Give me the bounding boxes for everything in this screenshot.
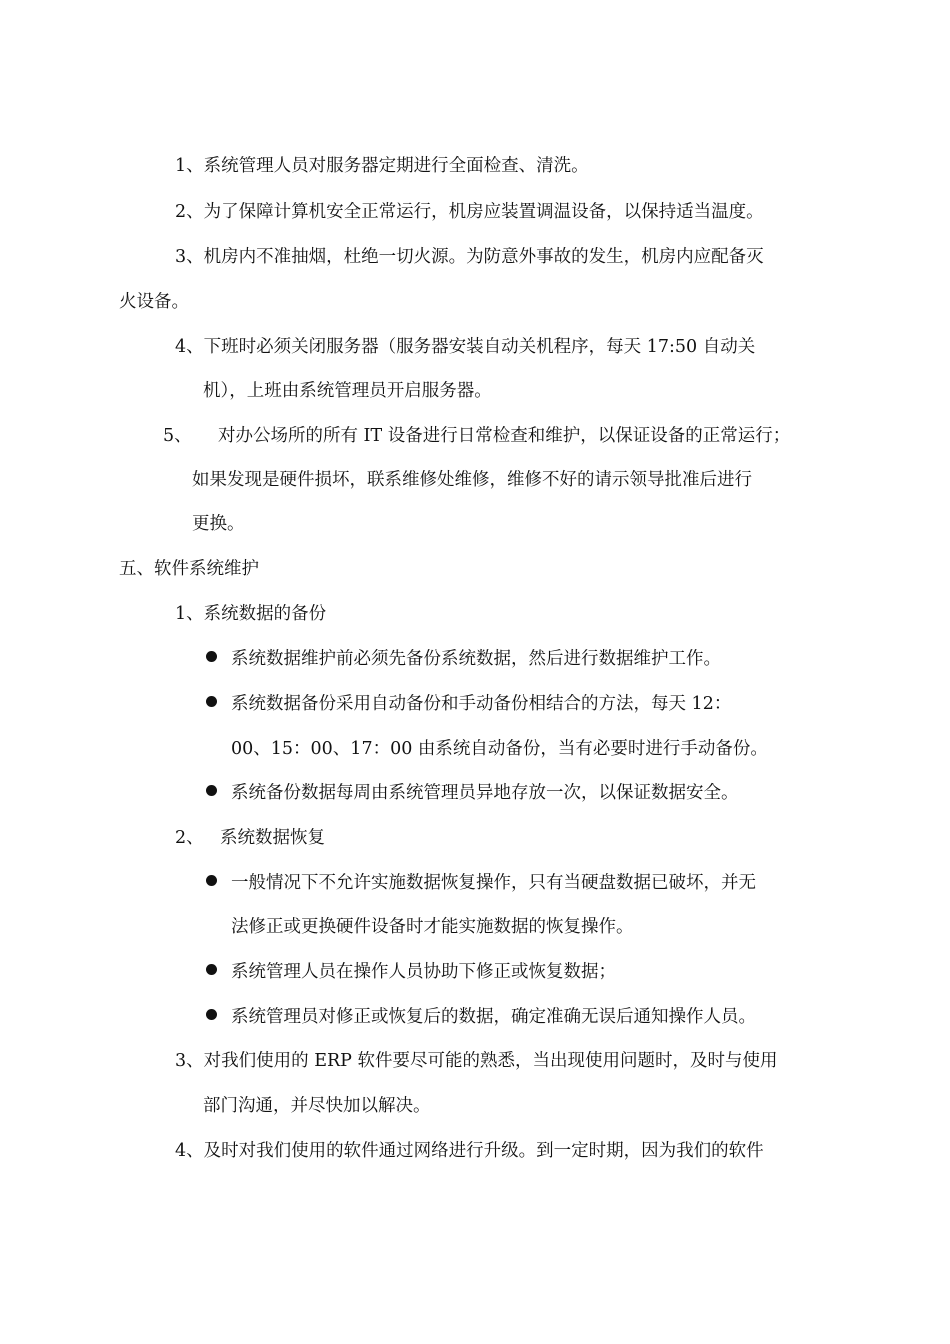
backup-bullet-3: 系统备份数据每周由系统管理员异地存放一次，以保证数据安全。 xyxy=(231,783,739,803)
bullet-icon xyxy=(206,875,217,886)
software-item-3: 3、对我们使用的 ERP 软件要尽可能的熟悉，当出现使用问题时，及时与使用 xyxy=(175,1051,778,1071)
hardware-item-1: 1、系统管理人员对服务器定期进行全面检查、清洗。 xyxy=(175,156,589,176)
bullet-icon xyxy=(206,696,217,707)
hardware-item-5: 对办公场所的所有 IT 设备进行日常检查和维护，以保证设备的正常运行； xyxy=(218,426,791,446)
bullet-icon xyxy=(206,785,217,796)
restore-bullet-1: 一般情况下不允许实施数据恢复操作，只有当硬盘数据已破坏，并无 xyxy=(231,873,756,893)
subsection-restore-title: 系统数据恢复 xyxy=(220,828,325,848)
hardware-item-3: 3、机房内不准抽烟，杜绝一切火源。为防意外事故的发生，机房内应配备灭 xyxy=(175,247,764,267)
restore-bullet-2: 系统管理人员在操作人员协助下修正或恢复数据； xyxy=(231,962,616,982)
restore-bullet-1-cont: 法修正或更换硬件设备时才能实施数据的恢复操作。 xyxy=(231,917,634,937)
subsection-restore-number: 2、 xyxy=(175,828,204,848)
backup-bullet-1: 系统数据维护前必须先备份系统数据，然后进行数据维护工作。 xyxy=(231,649,721,669)
software-item-3-cont: 部门沟通，并尽快加以解决。 xyxy=(203,1096,431,1116)
hardware-item-3-cont: 火设备。 xyxy=(119,292,189,312)
hardware-item-4-cont: 机），上班由系统管理员开启服务器。 xyxy=(203,381,492,401)
hardware-item-5-cont-1: 如果发现是硬件损坏，联系维修处维修，维修不好的请示领导批准后进行 xyxy=(192,470,752,490)
hardware-item-2: 2、为了保障计算机安全正常运行，机房应装置调温设备，以保持适当温度。 xyxy=(175,202,764,222)
subsection-backup-title: 1、系统数据的备份 xyxy=(175,604,327,624)
bullet-icon xyxy=(206,1009,217,1020)
bullet-icon xyxy=(206,964,217,975)
software-item-4: 4、及时对我们使用的软件通过网络进行升级。到一定时期，因为我们的软件 xyxy=(175,1141,764,1161)
backup-bullet-2-cont: 00、15：00、17：00 由系统自动备份，当有必要时进行手动备份。 xyxy=(231,739,768,759)
section-heading: 五、软件系统维护 xyxy=(119,559,259,579)
restore-bullet-3: 系统管理员对修正或恢复后的数据，确定准确无误后通知操作人员。 xyxy=(231,1007,756,1027)
hardware-item-4: 4、下班时必须关闭服务器（服务器安装自动关机程序，每天 17:50 自动关 xyxy=(175,337,756,357)
backup-bullet-2: 系统数据备份采用自动备份和手动备份相结合的方法，每天 12： xyxy=(231,694,732,714)
bullet-icon xyxy=(206,651,217,662)
hardware-item-5-number: 5、 xyxy=(163,426,192,446)
hardware-item-5-cont-2: 更换。 xyxy=(192,514,245,534)
